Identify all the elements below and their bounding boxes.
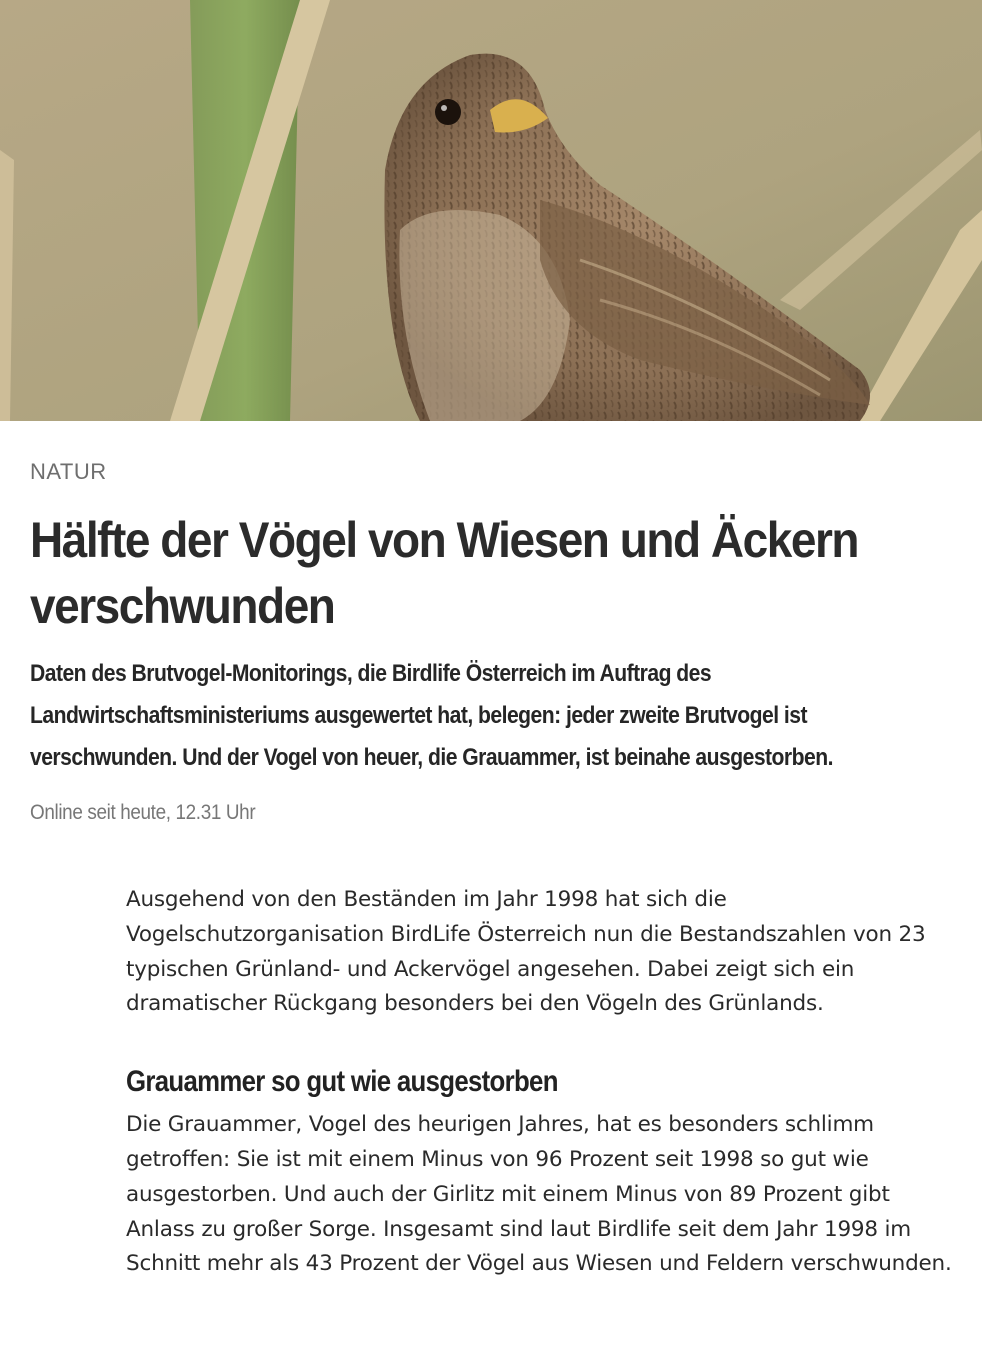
category-kicker[interactable]: NATUR [30, 459, 107, 484]
body-paragraph-2: Die Grauammer, Vogel des heurigen Jahres, hat es besonders schlimm getroffen: Sie ist mit einem Minus von 96 Prozent seit 1998 so gut wie ausgestorben. Und auch der Girlitz mit einem Minus von 89 Prozent gibt Anlass zu großer Sorge. Insgesamt sind laut Birdlife seit dem Jahr 1998 im Schnitt mehr als 43 Prozent der Vögel aus Wiesen und Feldern verschwunden. [126, 1112, 952, 1277]
article-body [0, 883, 982, 1282]
lead-paragraph: Daten des Brutvogel-Monitorings, die Birdlife Österreich im Auftrag des Landwirtschaftsministeriums ausgewertet hat, belegen: jeder zweite Brutvogel ist verschwunden. Und der Vogel von heuer, die Grauammer, ist beinahe ausgestorben. [30, 660, 833, 771]
headline-line-1: Hälfte der Vögel von Wiesen und Äckern [30, 512, 859, 568]
hero-image [0, 0, 982, 421]
headline-line-2: verschwunden [30, 578, 335, 634]
bird-photo [0, 0, 982, 421]
subheading: Grauammer so gut wie ausgestorben [126, 1065, 558, 1099]
publish-time: Online seit heute, 12.31 Uhr [30, 801, 256, 824]
body-paragraph-1: Ausgehend von den Beständen im Jahr 1998 hat sich die Vogelschutzorganisation BirdLife Österreich nun die Bestandszahlen von 23 typischen Grünland- und Ackervögel angesehen. Dabei zeigt sich ein dramatischer Rückgang besonders bei den Vögeln des Grünlands. [126, 887, 926, 1017]
article [0, 459, 982, 831]
headline [30, 507, 959, 639]
